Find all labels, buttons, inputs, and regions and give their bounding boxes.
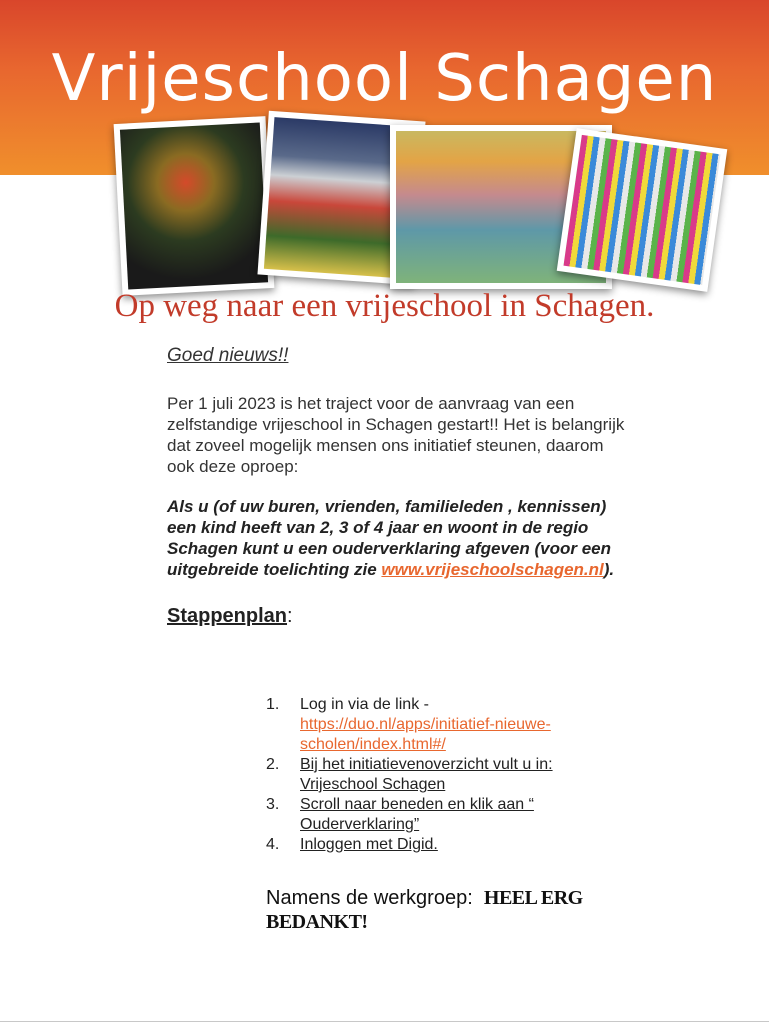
step-text: Scroll naar beneden en klik aan “ Ouderverklaring” [300, 796, 534, 833]
weaving-loom-icon [563, 135, 720, 285]
steps-title: Stappenplan [167, 605, 288, 627]
photo-weaving-loom [557, 128, 728, 292]
chalk-tree-drawing-icon [120, 122, 268, 289]
step-item: 1. Log in via de link - https://duo.nl/apps/initiatief-nieuwe-scholen/index.html#/ [266, 696, 551, 753]
step-text: Log in via de link - [300, 696, 429, 713]
appeal-end: ). [603, 560, 615, 579]
steps-heading: Stappenplan: [167, 605, 293, 627]
main-content [167, 345, 627, 646]
website-link[interactable]: www.vrijeschoolschagen.nl [381, 560, 604, 579]
step-item: 2. Bij het initiatievenoverzicht vult u in: Vrijeschool Schagen [266, 756, 553, 793]
page-title: Vrijeschool Schagen [51, 42, 718, 116]
thanks-text: HEEL ERG BEDANKT! [266, 887, 583, 933]
closing-message [266, 886, 626, 934]
step-item: 4. Inloggen met Digid. [266, 836, 438, 853]
page-bottom-divider [0, 1021, 769, 1022]
steps-list [266, 695, 606, 855]
good-news-heading: Goed nieuws!! [167, 345, 289, 366]
intro-paragraph: Per 1 juli 2023 is het traject voor de aanvraag van een zelfstandige vrijeschool in Schagen gestart!! Het is belangrijk dat zoveel mogelijk mensen ons initiatief steunen, daarom ook deze oproep: [167, 394, 625, 476]
closing-text: Namens de werkgroep: [266, 887, 473, 909]
subtitle: Op weg naar een vrijeschool in Schagen. [114, 288, 655, 324]
duo-link[interactable]: https://duo.nl/apps/initiatief-nieuwe-scholen/index.html#/ [300, 716, 551, 753]
appeal-paragraph [167, 496, 627, 580]
step-text: Bij het initiatievenoverzicht vult u in: Vrijeschool Schagen [300, 756, 553, 793]
step-text: Inloggen met Digid. [300, 836, 438, 853]
appeal-text: Als u (of uw buren, vrienden, familieleden , kennissen) een kind heeft van 2, 3 of 4 jaar en woont in de regio Schagen kunt u een ouderverklaring afgeven (voor een uitgebreide toelichting zie [167, 497, 612, 579]
photo-chalk-tree [114, 116, 275, 296]
step-item: 3. Scroll naar beneden en klik aan “ Ouderverklaring” [266, 796, 534, 833]
